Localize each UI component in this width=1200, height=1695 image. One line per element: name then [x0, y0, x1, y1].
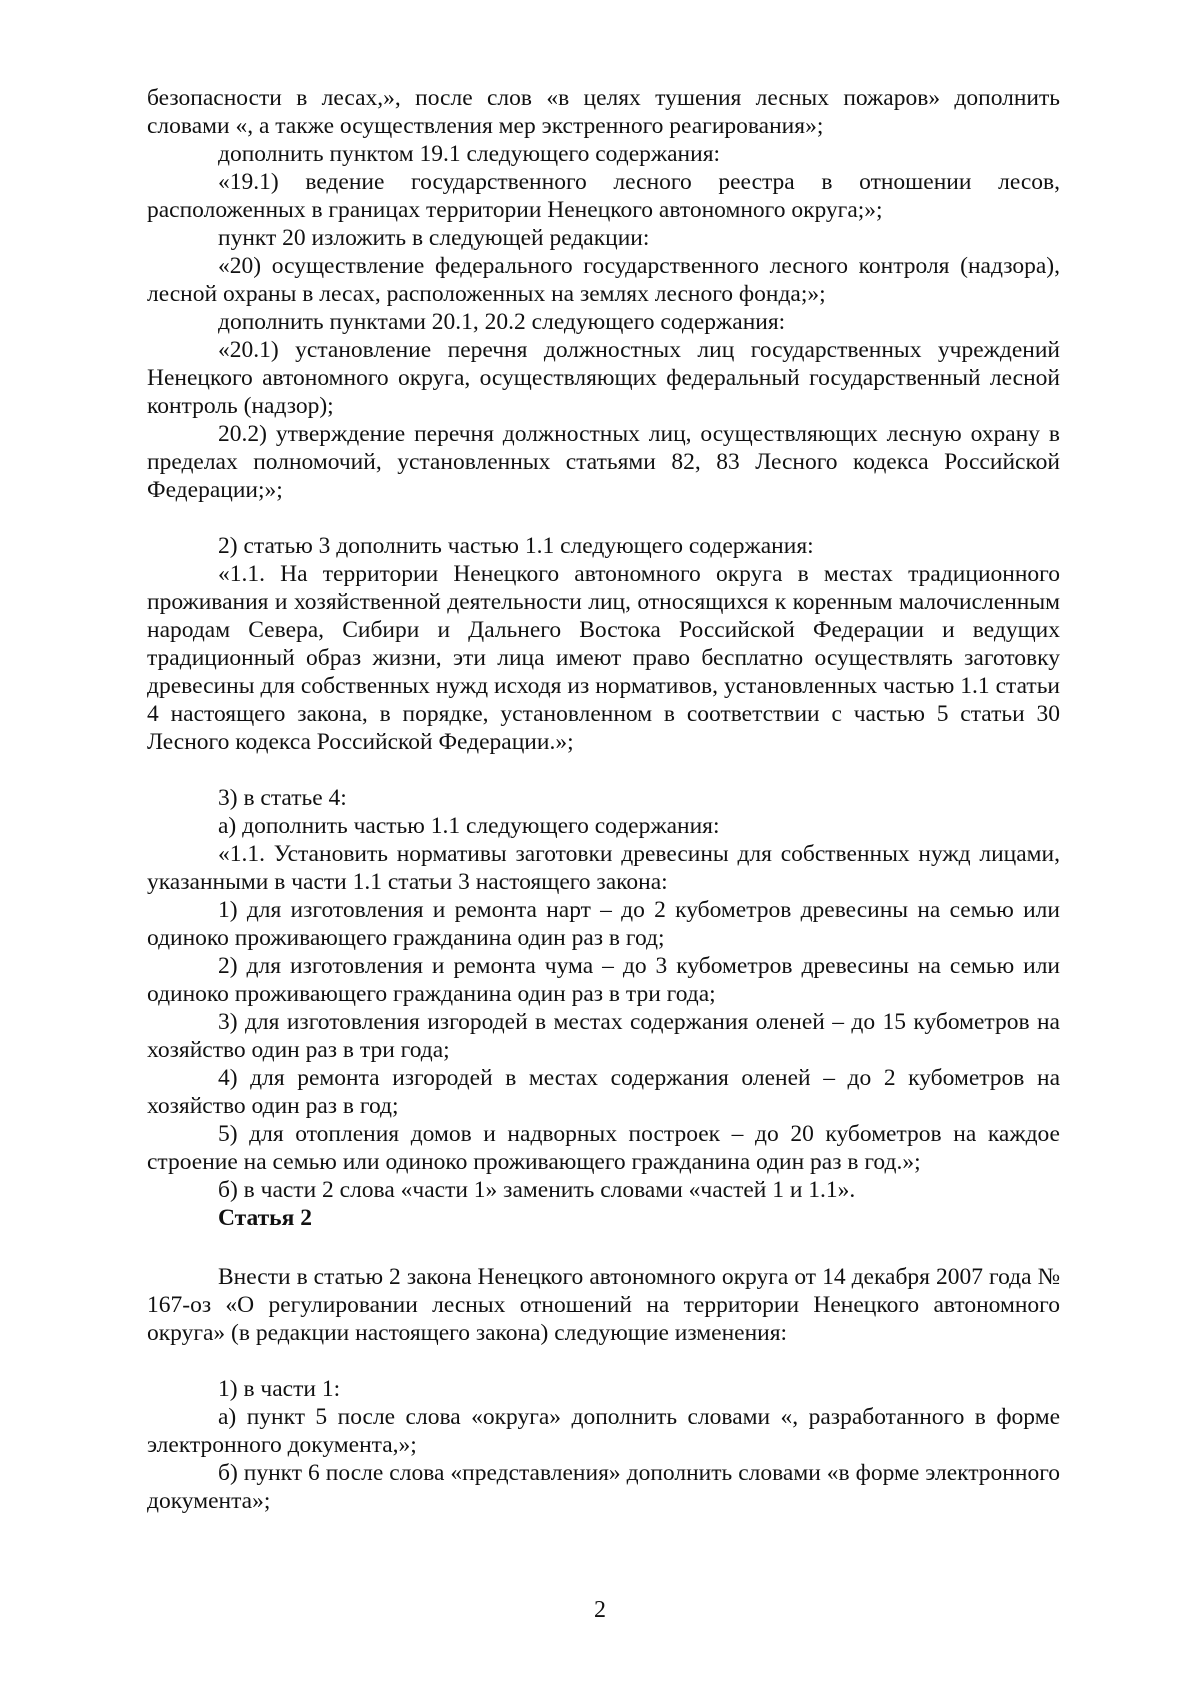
paragraph-norm-5: 5) для отопления домов и надворных построек – до 20 кубометров на каждое строение на семью или одиноко проживающего гражданина один раз в год.»; — [147, 1121, 1060, 1175]
paragraph-article2-intro: Внести в статью 2 закона Ненецкого автономного округа от 14 декабря 2007 года № 167-оз «О регулировании лесных отношений на территории Ненецкого автономного округа» (в редакции настоящего закона) следующие изменения: — [147, 1264, 1060, 1346]
paragraph-item-20: «20) осуществление федерального государственного лесного контроля (надзора), лесной охраны в лесах, расположенных на землях лесного фонда;»; — [147, 253, 1060, 307]
paragraph-item-20-intro: пункт 20 изложить в следующей редакции: — [218, 225, 650, 251]
paragraph-norm-2: 2) для изготовления и ремонта чума – до 3 кубометров древесины на семью или одиноко проживающего гражданина один раз в три года; — [147, 953, 1060, 1007]
paragraph-item-6: б) пункт 6 после слова «представления» дополнить словами «в форме электронного документа»; — [147, 1460, 1060, 1514]
paragraph-article3-part-1-1: «1.1. На территории Ненецкого автономного округа в местах традиционного проживания и хозяйственной деятельности лиц, относящихся к коренным малочисленным народам Севера, Сибири и Дальнего Востока Российской Федерации и ведущих традиционный образ жизни, эти лица имеют право бесплатно осуществлять заготовку древесины для собственных нужд исходя из нормативов, установленных частью 1.1 статьи 4 настоящего закона, в порядке, установленном в соответствии с частью 5 статьи 30 Лесного кодекса Российской Федерации.»; — [147, 561, 1060, 755]
paragraph-article4-intro: 3) в статье 4: — [218, 785, 347, 811]
paragraph-article4-b: б) в части 2 слова «части 1» заменить словами «частей 1 и 1.1». — [218, 1177, 856, 1203]
paragraph-add-item-19-1: дополнить пунктом 19.1 следующего содержания: — [218, 141, 721, 167]
paragraph-part-1-intro: 1) в части 1: — [218, 1376, 341, 1402]
paragraph-article4-part-1-1: «1.1. Установить нормативы заготовки древесины для собственных нужд лицами, указанными в части 1.1 статьи 3 настоящего закона: — [147, 841, 1060, 895]
paragraph-add-items-20-1-20-2: дополнить пунктами 20.1, 20.2 следующего содержания: — [218, 309, 786, 335]
paragraph-article4-a: а) дополнить частью 1.1 следующего содержания: — [218, 813, 720, 839]
paragraph-item-5: а) пункт 5 после слова «округа» дополнить словами «, разработанного в форме электронного документа,»; — [147, 1404, 1060, 1458]
document-page — [147, 84, 1060, 1515]
paragraph-item-19-1: «19.1) ведение государственного лесного реестра в отношении лесов, расположенных в границах территории Ненецкого автономного округа;»; — [147, 169, 1060, 223]
paragraph-norm-4: 4) для ремонта изгородей в местах содержания оленей – до 2 кубометров на хозяйство один раз в год; — [147, 1065, 1060, 1119]
page-number: 2 — [594, 1597, 606, 1623]
paragraph-norm-1: 1) для изготовления и ремонта нарт – до 2 кубометров древесины на семью или одиноко проживающего гражданина один раз в год; — [147, 897, 1060, 951]
paragraph-norm-3: 3) для изготовления изгородей в местах содержания оленей – до 15 кубометров на хозяйство один раз в три года; — [147, 1009, 1060, 1063]
paragraph-article3-intro: 2) статью 3 дополнить частью 1.1 следующего содержания: — [218, 533, 814, 559]
paragraph-item-20-2: 20.2) утверждение перечня должностных лиц, осуществляющих лесную охрану в пределах полномочий, установленных статьями 82, 83 Лесного кодекса Российской Федерации;»; — [147, 421, 1060, 503]
paragraph-article1-continuation: безопасности в лесах,», после слов «в целях тушения лесных пожаров» дополнить словами «, а также осуществления мер экстренного реагирования»; — [147, 85, 1060, 139]
paragraph-item-20-1: «20.1) установление перечня должностных лиц государственных учреждений Ненецкого автономного округа, осуществляющих федеральный государственный лесной контроль (надзор); — [147, 337, 1060, 419]
article-2-heading: Статья 2 — [218, 1205, 312, 1231]
